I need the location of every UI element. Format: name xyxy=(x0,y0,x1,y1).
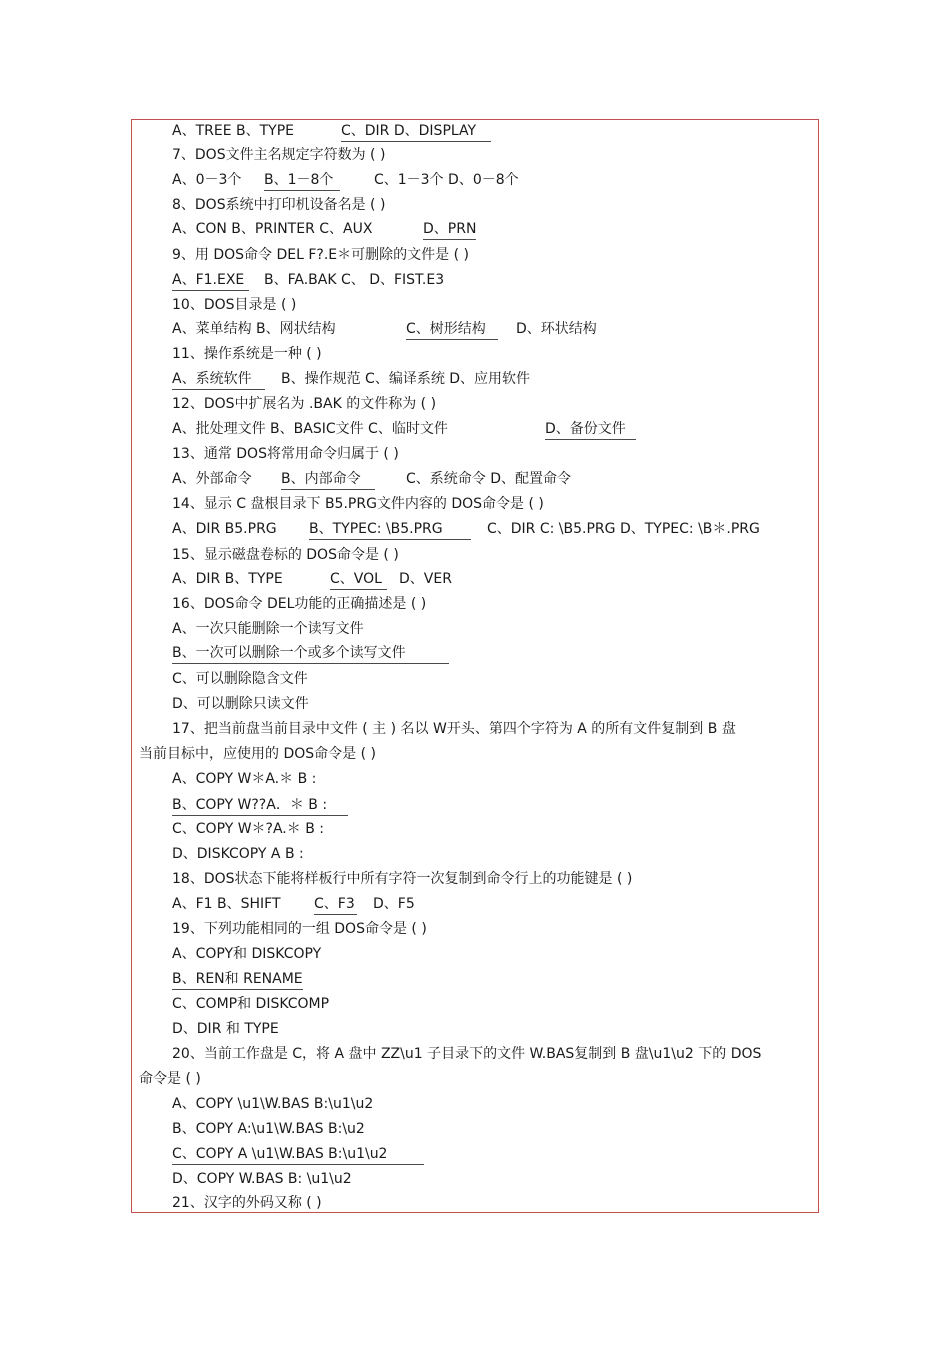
line-text: A、F1 B、SHIFT xyxy=(172,896,281,912)
line-text: 当前目标中，应使用的 DOS命令是 ( ) xyxy=(139,746,376,762)
correct-answer: B、内部命令 xyxy=(281,470,375,490)
line-text: A、菜单结构 B、网状结构 xyxy=(172,321,336,337)
line-text: 15、显示磁盘卷标的 DOS命令是 ( ) xyxy=(172,547,399,563)
line-text: 7、DOS文件主名规定字符数为 ( ) xyxy=(172,147,386,163)
line-text: A、批处理文件 B、BASIC文件 C、临时文件 xyxy=(172,421,448,437)
line-text: 13、通常 DOS将常用命令归属于 ( ) xyxy=(172,446,399,462)
correct-answer: D、备份文件 xyxy=(545,420,636,440)
line-text: A、DIR B、TYPE xyxy=(172,571,283,587)
line-text: D、环状结构 xyxy=(516,321,597,337)
correct-answer: C、F3 xyxy=(314,895,357,915)
line-text: D、COPY W.BAS B: \u1\u2 xyxy=(172,1171,352,1187)
line-text: D、VER xyxy=(399,571,452,587)
line-text: A、COPY \u1\W.BAS B:\u1\u2 xyxy=(172,1096,374,1112)
correct-answer: D、PRN xyxy=(423,220,476,240)
line-text: C、系统命令 D、配置命令 xyxy=(406,471,572,487)
line-text: B、操作规范 C、编译系统 D、应用软件 xyxy=(281,371,531,387)
line-text: 20、当前工作盘是 C，将 A 盘中 ZZ\u1 子目录下的文件 W.BAS复制到 B 盘\u1\u2 下的 DOS xyxy=(172,1046,762,1062)
line-text: C、1－3个 D、0－8个 xyxy=(374,172,519,188)
correct-answer: B、1－8个 xyxy=(264,171,340,191)
line-text: D、可以删除只读文件 xyxy=(172,696,309,712)
line-text: D、DIR 和 TYPE xyxy=(172,1021,279,1037)
correct-answer: C、DIR D、DISPLAY xyxy=(341,122,491,142)
line-text: 11、操作系统是一种 ( ) xyxy=(172,346,322,362)
line-text: 14、显示 C 盘根目录下 B5.PRG文件内容的 DOS命令是 ( ) xyxy=(172,496,544,512)
correct-answer: C、树形结构 xyxy=(406,320,498,340)
line-text: A、COPY W＊A.＊ B : xyxy=(172,771,317,787)
line-text: A、COPY和 DISKCOPY xyxy=(172,946,322,962)
line-text: A、一次只能删除一个读写文件 xyxy=(172,621,364,637)
line-text: B、COPY A:\u1\W.BAS B:\u2 xyxy=(172,1121,365,1137)
correct-answer: C、COPY A \u1\W.BAS B:\u1\u2 xyxy=(172,1145,424,1165)
line-text: C、COPY W＊?A.＊ B : xyxy=(172,821,324,837)
line-text: A、0－3个 xyxy=(172,172,242,188)
line-text: 18、DOS状态下能将样板行中所有字符一次复制到命令行上的功能键是 ( ) xyxy=(172,871,633,887)
line-text: C、可以删除隐含文件 xyxy=(172,671,308,687)
line-text: 16、DOS命令 DEL功能的正确描述是 ( ) xyxy=(172,596,427,612)
correct-answer: C、VOL xyxy=(330,570,387,590)
correct-answer: B、REN和 RENAME xyxy=(172,970,303,990)
line-text: A、外部命令 xyxy=(172,471,252,487)
line-text: C、DIR C: \B5.PRG D、TYPEC: \B＊.PRG xyxy=(487,521,760,537)
line-text: A、DIR B5.PRG xyxy=(172,521,277,537)
line-text: A、TREE B、TYPE xyxy=(172,123,294,139)
line-text: D、DISKCOPY A B : xyxy=(172,846,304,862)
line-text: C、COMP和 DISKCOMP xyxy=(172,996,330,1012)
correct-answer: B、TYPEC: \B5.PRG xyxy=(309,520,471,540)
line-text: 12、DOS中扩展名为 .BAK 的文件称为 ( ) xyxy=(172,396,437,412)
line-text: 21、汉字的外码又称 ( ) xyxy=(172,1195,322,1211)
correct-answer: B、COPY W??A．＊ B : xyxy=(172,796,348,816)
correct-answer: A、F1.EXE xyxy=(172,271,249,291)
correct-answer: A、系统软件 xyxy=(172,370,265,390)
line-text: 命令是 ( ) xyxy=(139,1071,201,1087)
line-text: 9、用 DOS命令 DEL F?.E＊可删除的文件是 ( ) xyxy=(172,247,469,263)
line-text: 10、DOS目录是 ( ) xyxy=(172,297,297,313)
line-text: 19、下列功能相同的一组 DOS命令是 ( ) xyxy=(172,921,427,937)
line-text: 17、把当前盘当前目录中文件 ( 主 ) 名以 W开头、第四个字符为 A 的所有文件复制到 B 盘 xyxy=(172,721,736,737)
correct-answer: B、一次可以删除一个或多个读写文件 xyxy=(172,644,449,664)
line-text: D、F5 xyxy=(373,896,415,912)
line-text: B、FA.BAK C、 D、FIST.E3 xyxy=(264,272,445,288)
line-text: 8、DOS系统中打印机设备名是 ( ) xyxy=(172,197,386,213)
line-text: A、CON B、PRINTER C、AUX xyxy=(172,221,373,237)
